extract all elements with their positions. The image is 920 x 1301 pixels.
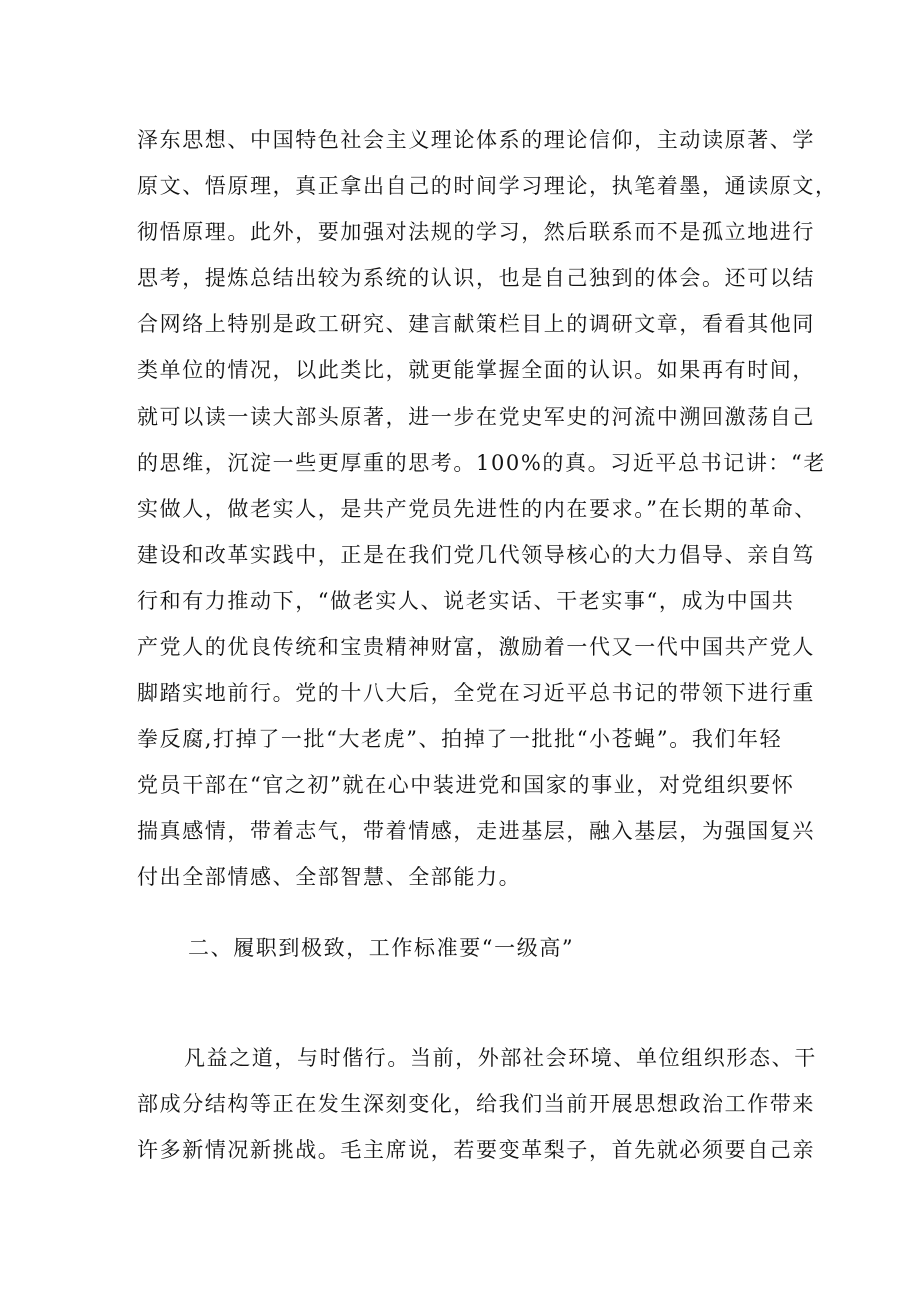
body-text-line: 产党人的优良传统和宝贵精神财富，激励着一代又一代中国共产党人 [137,635,815,659]
body-text-line: 类单位的情况，以此类比，就更能掌握全面的认识。如果再有时间， [137,358,815,382]
body-text-line: 建设和改革实践中，正是在我们党几代领导核心的大力倡导、亲自笃 [137,543,815,567]
body-text-line: 付出全部情感、全部智慧、全部能力。 [137,865,522,889]
body-text-line: 彻悟原理。此外，要加强对法规的学习，然后联系而不是孤立地进行 [137,220,815,244]
body-text-line: 泽东思想、中国特色社会主义理论体系的理论信仰，主动读原著、学 [137,128,815,152]
body-text-line: 就可以读一读大部头原著，进一步在党史军史的河流中溯回激荡自己 [137,405,815,429]
body-text-line: 脚踏实地前行。党的十八大后，全党在习近平总书记的带领下进行重 [137,681,815,705]
body-text-line: 思考，提炼总结出较为系统的认识，也是自己独到的体会。还可以结 [137,266,815,290]
body-text-line: 许多新情况新挑战。毛主席说，若要变革梨子，首先就必须要自己亲 [137,1138,815,1162]
body-text-line: 党员干部在“官之初”就在心中装进党和国家的事业，对党组织要怀 [137,773,795,797]
body-text-line: 凡益之道，与时偕行。当前，外部社会环境、单位组织形态、干 [184,1046,817,1070]
body-text-line: 部成分结构等正在发生深刻变化，给我们当前开展思想政治工作带来 [137,1092,815,1116]
body-text-line: 合网络上特别是政工研究、建言献策栏目上的调研文章，看看其他同 [137,312,815,336]
body-text-line: 揣真感情，带着志气，带着情感，走进基层，融入基层，为强国复兴 [137,819,815,843]
body-text-line: 的思维，沉淀一些更厚重的思考。100%的真。习近平总书记讲：“老 [137,451,826,475]
body-text-line: 行和有力推动下，“做老实人、说老实话、干老实事“，成为中国共 [137,589,795,613]
section-heading: 二、履职到极致，工作标准要“一级高” [188,936,575,960]
body-text-line: 实做人，做老实人，是共产党员先进性的内在要求。”在长期的革命、 [137,497,817,521]
body-text-line: 拳反腐,打掉了一批“大老虎”、拍掉了一批批“小苍蝇”。我们年轻 [137,727,783,751]
body-text-line: 原文、悟原理，真正拿出自己的时间学习理论，执笔着墨，通读原文， [137,174,838,198]
